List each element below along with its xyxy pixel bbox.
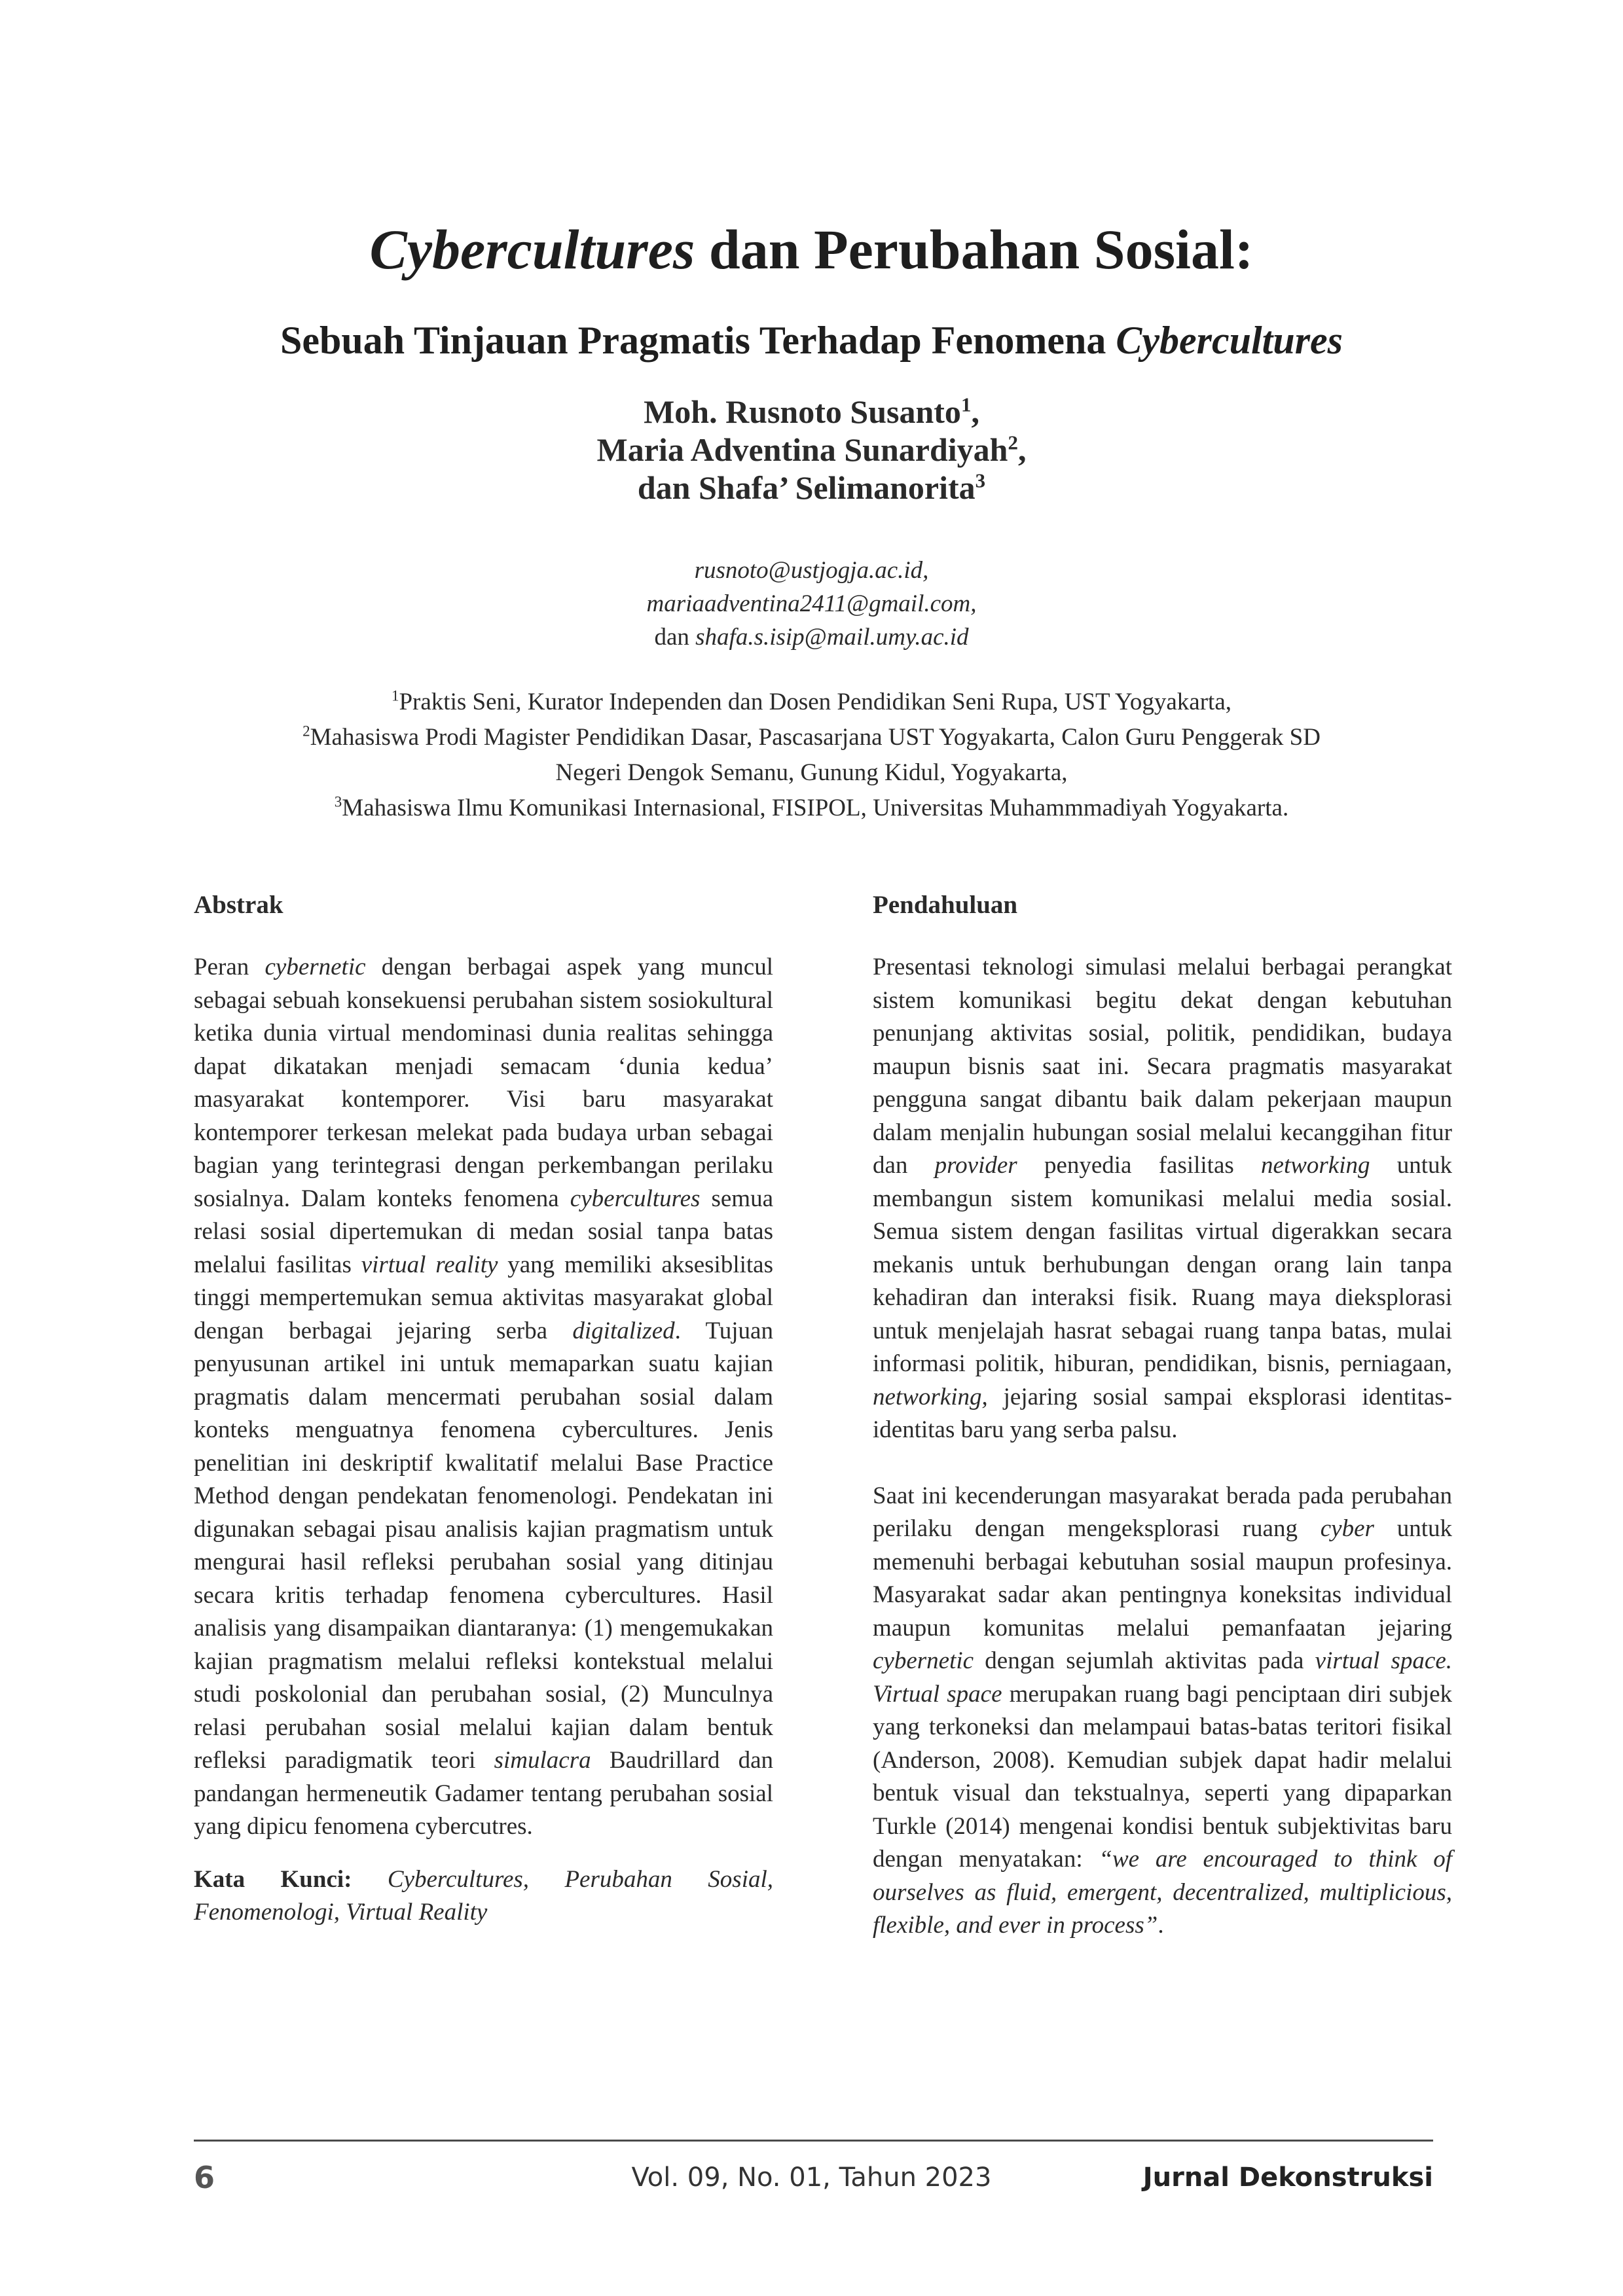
affiliation-3 [0, 791, 1623, 826]
author-sup: 3 [975, 469, 986, 492]
affiliation-text: Mahasiswa Ilmu Komunikasi Internasional, FISIPOL, Universitas Muhammmadiyah Yogyakarta. [342, 795, 1289, 821]
intro-paragraph-2: Saat ini kecenderungan masyarakat berada pada perubahan perilaku dengan mengeksplorasi ruang cyber untuk memenuhi berbagai kebutuhan sosial maupun profesinya. Masyarakat sadar akan pentingnya koneksitas individual maupun komunitas melalui pemanfaatan jejaring cybernetic dengan sejumlah aktivitas pada virtual space. Virtual space merupakan ruang bagi penciptaan diri subjek yang terkoneksi dan melampaui batas-batas teritori fisikal (Anderson, 2008). Kemudian subjek dapat hadir melalui bentuk visual dan tekstualnya, seperti yang dipaparkan Turkle (2014) mengenai kondisi bentuk subjektivitas baru dengan menyatakan: “we are encouraged to think of ourselves as fluid, emergent, decentralized, multiplicious, flexible, and ever in process”. [873, 1482, 1453, 1939]
subtitle-italic: Cybercultures [1116, 319, 1343, 362]
article-title [0, 218, 1623, 281]
affiliation-text: Negeri Dengok Semanu, Gunung Kidul, Yogyakarta, [555, 759, 1068, 786]
abstract-heading: Abstrak [194, 891, 283, 919]
author-2 [0, 431, 1623, 469]
affiliation-text: Praktis Seni, Kurator Independen dan Dosen Pendidikan Seni Rupa, UST Yogyakarta, [399, 689, 1232, 715]
email-3[interactable]: shafa.s.isip@mail.umy.ac.id [695, 624, 969, 651]
author-name: dan Shafa’ Selimanorita [637, 469, 976, 506]
author-3 [0, 469, 1623, 507]
abstract-column [194, 951, 773, 1929]
affiliation-sup: 2 [302, 723, 310, 740]
affiliation-sup: 1 [391, 687, 399, 704]
affiliation-sup: 3 [334, 793, 342, 810]
author-emails [0, 554, 1623, 654]
keywords [194, 1863, 773, 1929]
author-suffix: , [1017, 431, 1027, 468]
affiliation-2 [0, 720, 1623, 755]
intro-heading: Pendahuluan [873, 891, 1018, 919]
author-name: Maria Adventina Sunardiyah [596, 431, 1008, 468]
author-1 [0, 393, 1623, 431]
abstract-paragraph: Peran cybernetic dengan berbagai aspek yang muncul sebagai sebuah konsekuensi perubahan sistem sosiokultural ketika dunia virtual mendominasi dunia realitas sehingga dapat dikatakan menjadi semacam ‘dunia kedua’ masyarakat kontemporer. Visi baru masyarakat kontemporer terkesan melekat pada budaya urban sebagai bagian yang terintegrasi dengan perkembangan perilaku sosialnya. Dalam konteks fenomena cybercultures semua relasi sosial dipertemukan di medan sosial tanpa batas melalui fasilitas virtual reality yang memiliki aksesiblitas tinggi mempertemukan semua aktivitas masyarakat global dengan berbagai jejaring serba digitalized. Tujuan penyusunan artikel ini untuk memaparkan suatu kajian pragmatis dalam mencermati perubahan sosial dalam konteks menguatnya fenomena cybercultures. Jenis penelitian ini deskriptif kwalitatif melalui Base Practice Method dengan pendekatan fenomenologi. Pendekatan ini digunakan sebagai pisau analisis kajian pragmatism untuk mengurai hasil refleksi perubahan sosial yang ditinjau secara kritis terhadap fenomena cybercultures. Hasil analisis yang disampaikan diantaranya: (1) mengemukakan kajian pragmatism melalui refleksi kontekstual melalui studi poskolonial dan perubahan sosial, (2) Munculnya relasi perubahan sosial melalui kajian dalam bentuk refleksi paradigmatik teori simulacra Baudrillard dan pandangan hermeneutik Gadamer tentang perubahan sosial yang dipicu fenomena cybercutres. [194, 954, 774, 1840]
author-list [0, 393, 1623, 507]
volume-info: Vol. 09, No. 01, Tahun 2023 [631, 2162, 992, 2193]
keywords-label: Kata Kunci: [194, 1865, 388, 1893]
journal-name: Jurnal Dekonstruksi [1142, 2162, 1433, 2193]
subtitle-main: Sebuah Tinjauan Pragmatis Terhadap Fenomena [280, 319, 1116, 362]
author-sup: 2 [1008, 431, 1018, 454]
author-name: Moh. Rusnoto Susanto [644, 393, 961, 430]
title-rest: dan Perubahan Sosial: [695, 218, 1254, 281]
affiliation-text: Mahasiswa Prodi Magister Pendidikan Dasar, Pascasarjana UST Yogyakarta, Calon Guru Penggerak SD [310, 724, 1321, 751]
author-sup: 1 [960, 393, 972, 416]
page-number: 6 [194, 2160, 215, 2195]
footer-divider [194, 2140, 1433, 2142]
keywords-text: Cybercultures, Perubahan Sosial, Fenomenologi, Virtual Reality [194, 1865, 774, 1926]
title-italic: Cybercultures [369, 218, 695, 281]
email-2[interactable]: mariaadventina2411@gmail.com, [646, 590, 977, 617]
author-suffix: , [971, 393, 979, 430]
email-3-prefix: dan [654, 624, 696, 651]
email-1[interactable]: rusnoto@ustjogja.ac.id, [694, 557, 929, 584]
affiliation-1 [0, 685, 1623, 720]
intro-paragraph-1: Presentasi teknologi simulasi melalui berbagai perangkat sistem komunikasi begitu dekat dengan kebutuhan penunjang aktivitas sosial, politik, pendidikan, budaya maupun bisnis saat ini. Secara pragmatis masyarakat pengguna sangat dibantu baik dalam pekerjaan maupun dalam menjalin hubungan sosial melalui kecanggihan fitur dan provider penyedia fasilitas networking untuk membangun sistem komunikasi melalui media sosial. Semua sistem dengan fasilitas virtual digerakkan secara mekanis untuk berhubungan dengan orang lain tanpa kehadiran dan interaksi fisik. Ruang maya dieksplorasi untuk menjelajah hasrat sebagai ruang tanpa batas, mulai informasi politik, hiburan, pendidikan, bisnis, perniagaan, networking, jejaring sosial sampai eksplorasi identitas-identitas baru yang serba palsu. [873, 954, 1452, 1443]
affiliations [0, 685, 1623, 826]
article-subtitle [0, 321, 1623, 360]
intro-column [873, 951, 1452, 1943]
affiliation-2-cont [0, 755, 1623, 791]
